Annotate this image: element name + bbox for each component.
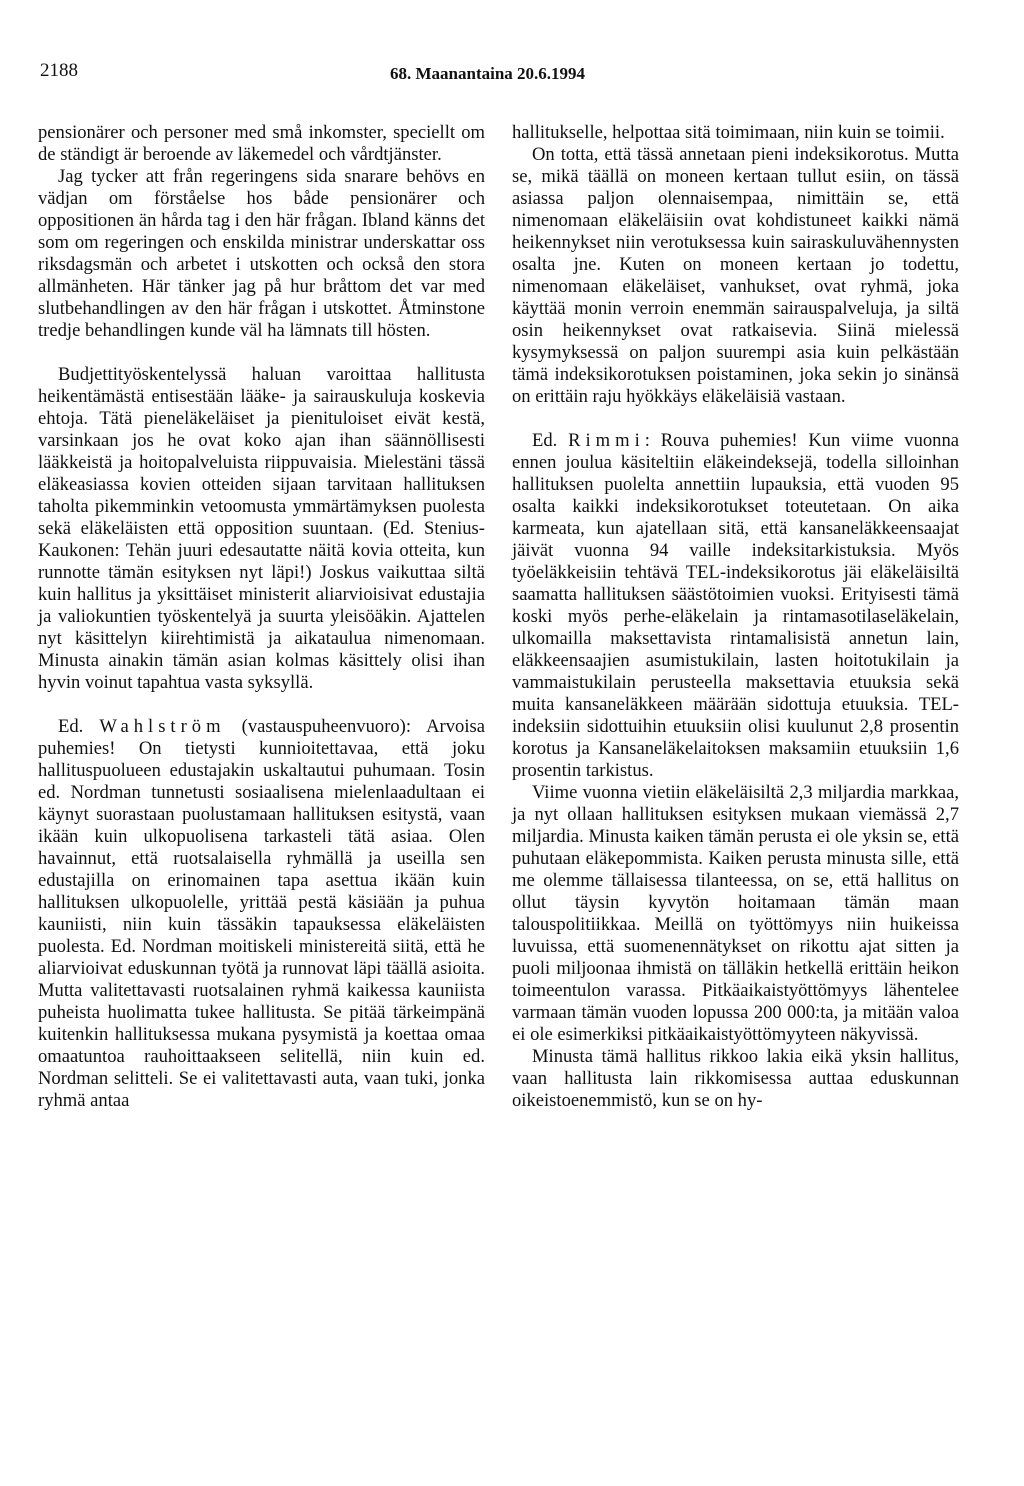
left-column <box>38 122 485 1112</box>
speech-paragraph <box>38 716 485 1112</box>
paragraph: On totta, että tässä annetaan pieni indeksikorotus. Mutta se, mikä täällä on moneen kertaan tullut esiin, on tässä asiassa paljon olennaisempaa, nimittäin se, että nimenomaan eläkeläisiin ovat kohdistuneet kaikki nämä heikennykset niin verotuksessa kuin sairaskuluvähennysten osalta jne. Kuten on moneen kertaan jo todettu, nimenomaan eläkeläiset, vanhukset, ovat ryhmä, joka käyttää monin verroin enemmän sairauspalveluja, ja siltä osin heikennykset ovat ratkaisevia. Siinä mielessä kysymyksessä on paljon suurempi asia kuin pelkästään tämä indeksikorotuksen poistaminen, joka sekin jo sinänsä on erittäin raju hyökkäys eläkeläisiä vastaan. <box>512 144 959 407</box>
paragraph: Budjettityöskentelyssä haluan varoittaa hallitusta heikentämästä entisestään lääke- ja sairauskuluja koskevia ehtoja. Tätä pieneläkeläiset ja pienituloiset eivät kestä, varsinkaan jos he ovat koko ajan ihan säännöllisesti lääkkeistä ja hoitopalveluista riippuvaisia. Mielestäni tässä eläkeasiassa kovien otteiden sijaan tarvitaan hallituksen taholta pikemminkin vetoomusta ymmärtämyksen puolesta sekä eläkeläisten että opposition suuntaan. (Ed. Stenius-Kaukonen: Tehän juuri edesautatte näitä kovia otteita, kun runnotte tämän esityksen nyt läpi!) Joskus vaikuttaa siltä kuin hallitus ja yksittäiset ministerit aliarvioisivat edustajia ja valiokuntien työskentelyä ja suurta yleisöäkin. Ajattelen nyt käsittelyn kiirehtimistä ja aikataulua nimenomaan. Minusta ainakin tämän asian kolmas käsittely olisi ihan hyvin voinut tapahtua vasta syksyllä. <box>38 364 485 693</box>
paragraph: Viime vuonna vietiin eläkeläisiltä 2,3 miljardia markkaa, ja nyt ollaan hallituksen esityksen mukaan viemässä 2,7 miljardia. Minusta kaiken tämän perusta ei ole yksin se, että puhutaan eläkepommista. Kaiken perusta minusta sille, että me olemme tällaisessa tilanteessa, on se, että hallitus on ollut täysin kyvytön hoitamaan tämän maan talouspolitiikkaa. Meillä on työttömyys niin huikeissa luvuissa, että suomenennätykset on rikottu ajat sitten ja puoli miljoonaa ihmistä on tälläkin hetkellä erittäin heikon toimeentulon varassa. Pitkäaikaistyöttömyys lähentelee varmaan tämän vuoden lopussa 200 000:ta, ja mitään valoa ei ole esimerkiksi pitkäaikaistyöttömyyteen näkyvissä. <box>512 782 959 1045</box>
paragraph: Minusta tämä hallitus rikkoo lakia eikä yksin hallitus, vaan hallitusta lain rikkomisessa auttaa eduskunnan oikeistoenemmistö, kun se on hy- <box>512 1046 959 1111</box>
paragraph: Jag tycker att från regeringens sida snarare behövs en vädjan om förståelse hos både pensionärer och oppositionen än hårda tag i den här frågan. Ibland känns det som om regeringen och enskilda ministrar underskattar oss riksdagsmän och arbetet i utskotten och också den stora allmänheten. Här tänker jag på hur bråttom det var med slutbehandlingen av den här frågan i utskottet. Åtminstone tredje behandlingen kunde väl ha lämnats till hösten. <box>38 166 485 341</box>
speaker-name: Wahlström <box>99 716 226 737</box>
paragraph: pensionärer och personer med små inkomster, speciellt om de ständigt är beroende av läkemedel och vårdtjänster. <box>38 122 485 165</box>
speech-prefix: Ed. <box>532 430 569 451</box>
page-number: 2188 <box>40 60 78 81</box>
right-column <box>512 122 959 1112</box>
running-head: 68. Maanantaina 20.6.1994 <box>390 64 586 83</box>
paragraph: hallitukselle, helpottaa sitä toimimaan, niin kuin se toimii. <box>512 122 945 143</box>
speech-prefix: Ed. <box>58 716 100 737</box>
speaker-name: Rimmi <box>568 430 645 451</box>
speech-text: (vastauspuheenvuoro): Arvoisa puhemies! On tietysti kunnioitettavaa, että joku hallituspuolueen edustajakin uskaltautui puhumaan. Tosin ed. Nordman tunnetusti sosiaalisena mielenlaadultaan ei käynyt suorastaan puolustamaan hallituksen esitystä, vaan ikään kuin ulkopuolisena tarkasteli tätä asiaa. Olen havainnut, että ruotsalaisella ryhmällä ja useilla sen edustajilla on erinomainen tapa asettua ikään kuin hallituksen ulkopuolelle, yrittää pestä käsiään ja puhua kauniisti, niin kuin tässäkin tapauksessa eläkeläisten puolesta. Ed. Nordman moitiskeli ministereitä siitä, että he aliarvioivat eduskunnan työtä ja runnovat läpi täällä asioita. Mutta valitettavasti ruotsalainen ryhmä kaikessa kauniista puheista huolimatta tukee hallitusta. Se pitää tärkeimpänä kuitenkin hallituksessa mukana pysymistä ja koettaa omaa omaatuntoa rauhoittaakseen selitellä, niin kuin ed. Nordman selitteli. Se ei valitettavasti auta, vaan tuki, jonka ryhmä antaa <box>38 716 485 1111</box>
speech-paragraph <box>512 430 959 782</box>
speech-text: : Rouva puhemies! Kun viime vuonna ennen joulua käsiteltiin eläkeindeksejä, todella silloinhan hallituksen puolelta annettiin lupauksia, että vuoden 95 osalta kaikki indeksikorotukset toteutetaan. On aika karmeata, kun ajatellaan sitä, että kansaneläkkeensaajat jäivät vuonna 94 vaille indeksitarkistuksia. Myös työeläkkeisiin tehtävä TEL-indeksikorotus jäi eläkeläisiltä saamatta hallituksen säästötoimien vuoksi. Erityisesti tämä koski myös perhe-eläkelain ja rintamasotilaseläkelain, ulkomailla maksettavista rintamalisistä annetun lain, eläkkeensaajien asumistukilain, lasten hoitotukilain ja vammaistukilain perusteella maksettavia etuuksia sekä muita kansaneläkkeen määrään sidottuja etuuksia. TEL-indeksiin sidottuihin etuuksiin olisi kuulunut 2,8 prosentin korotus ja Kansaneläkelaitoksen maksamiin etuuksiin 1,6 prosentin tarkistus. <box>512 430 960 781</box>
